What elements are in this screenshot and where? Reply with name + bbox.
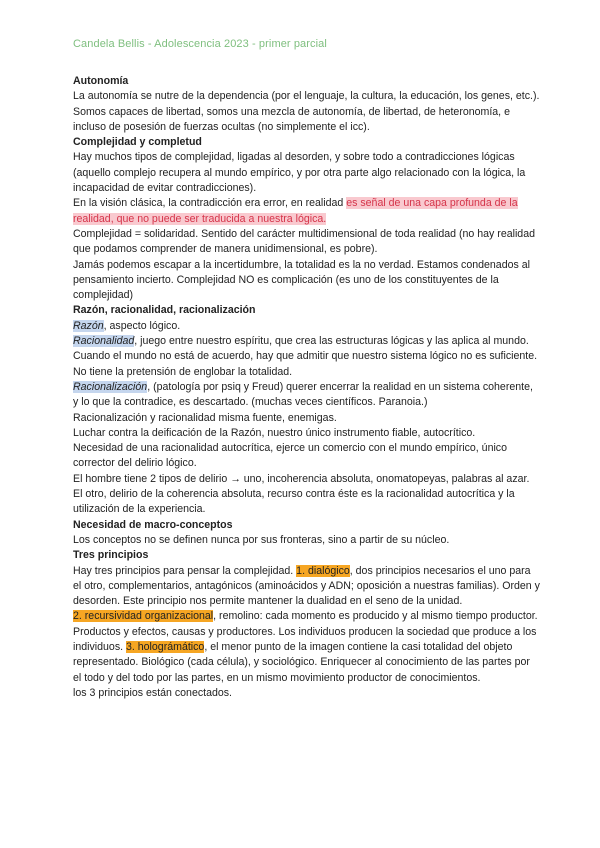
- heading-autonomia: Autonomía: [73, 75, 129, 87]
- text-span: , dos principios necesarios el uno para el otro, complementarios, antagónicos (aminoácidos y ADN; oposición a nuestras familias). Orden y desorden. Este principio nos permite mantener la dualidad en el seno de la unidad.: [73, 564, 540, 608]
- text-span: Hay tres principios para pensar la complejidad.: [73, 564, 297, 577]
- heading-tres-principios: Tres principios: [73, 549, 149, 562]
- paragraph: Hay muchos tipos de complejidad, ligadas al desorden, y sobre todo a contradicciones lógicas (aquello complejo recupera al mundo empírico, y por otra parte algo relacionado con la lógica, la incapacidad de evitar contradicciones).: [73, 151, 526, 195]
- paragraph: [73, 334, 540, 380]
- paragraph: [73, 564, 540, 610]
- highlighted-term-razon: Razón: [73, 319, 104, 332]
- paragraph: [73, 196, 540, 227]
- highlighted-text-red: es señal de una capa profunda de la realidad, que no puede ser traducida a nuestra lógica.: [73, 197, 518, 225]
- text-span: , aspecto lógico.: [103, 319, 181, 332]
- paragraph: [73, 380, 540, 411]
- highlighted-principle-hologramatico: 3. holográmático: [126, 640, 205, 653]
- paragraph: El hombre tiene 2 tipos de delirio → uno, incoherencia absoluta, onomatopeyas, palabras al azar. El otro, delirio de la coherencia absoluta, recurso contra éste es la racionalidad autocrítica y la utilización de la experiencia.: [73, 472, 530, 516]
- paragraph: Racionalización y racionalidad misma fuente, enemigas.: [73, 411, 337, 424]
- text-span: , juego entre nuestro espíritu, que crea las estructuras lógicas y las aplica al mundo. Cuando el mundo no está de acuerdo, hay que admitir que nuestro sistema lógico no es suficiente. No tiene la pretensión de englobar la totalidad.: [73, 335, 538, 378]
- paragraph: [73, 319, 540, 334]
- highlighted-principle-dialogico: 1. dialógico: [296, 564, 350, 577]
- paragraph: Necesidad de una racionalidad autocrítica, ejerce un comercio con el mundo empírico, único corrector del delirio lógico.: [73, 442, 507, 470]
- paragraph: Somos capaces de libertad, somos una mezcla de autonomía, de libertad, de heteronomía, e incluso de posesión de fuerzas ocultas (no simplemente el icc).: [73, 105, 510, 133]
- paragraph: Jamás podemos escapar a la incertidumbre, la totalidad es la no verdad. Estamos condenados al pensamiento incierto. Complejidad NO es complicación (es uno de los constituyentes de la complejidad): [73, 258, 530, 302]
- paragraph: Luchar contra la deificación de la Razón, nuestro único instrumento fiable, autocrítico.: [73, 426, 476, 439]
- paragraph: La autonomía se nutre de la dependencia (por el lenguaje, la cultura, la educación, los genes, etc.).: [73, 90, 540, 103]
- heading-razon: Razón, racionalidad, racionalización: [73, 304, 256, 317]
- text-span: , (patología por psiq y Freud) querer encerrar la realidad en un sistema coherente, y lo que la contradice, es descartado. (muchas veces científicos. Paranoia.): [73, 380, 533, 409]
- paragraph: los 3 principios están conectados.: [73, 686, 232, 699]
- paragraph: Los conceptos no se definen nunca por sus fronteras, sino a partir de su núcleo.: [73, 533, 450, 546]
- heading-macro-conceptos: Necesidad de macro-conceptos: [73, 518, 233, 531]
- page-header: Candela Bellis - Adolescencia 2023 - primer parcial: [73, 38, 327, 50]
- highlighted-term-racionalizacion: Racionalización: [73, 380, 148, 393]
- text-span: , el menor punto de la imagen contiene la casi totalidad del objeto representado. Biológico (cada célula), y sociológico. Enriquecer al conocimiento de las partes por el todo y del todo por las partes, en un mismo movimiento productor de conocimientos.: [73, 640, 530, 684]
- heading-complejidad: Complejidad y completud: [73, 136, 202, 149]
- highlighted-principle-recursividad: 2. recursividad organizacional: [73, 610, 214, 623]
- document-body: [73, 74, 540, 701]
- paragraph: [73, 609, 540, 685]
- highlighted-term-racionalidad: Racionalidad: [73, 335, 135, 348]
- text-span: En la visión clásica, la contradicción era error, en realidad: [73, 197, 347, 210]
- paragraph: Complejidad = solidaridad. Sentido del carácter multidimensional de toda realidad (no hay realidad que podamos comprender de manera unidimensional, es pobre).: [73, 227, 535, 256]
- text-span: , remolino: cada momento es producido y al mismo tiempo productor. Productos y efectos, causas y productores. Los individuos producen la sociedad que produce a los individuos.: [73, 610, 538, 653]
